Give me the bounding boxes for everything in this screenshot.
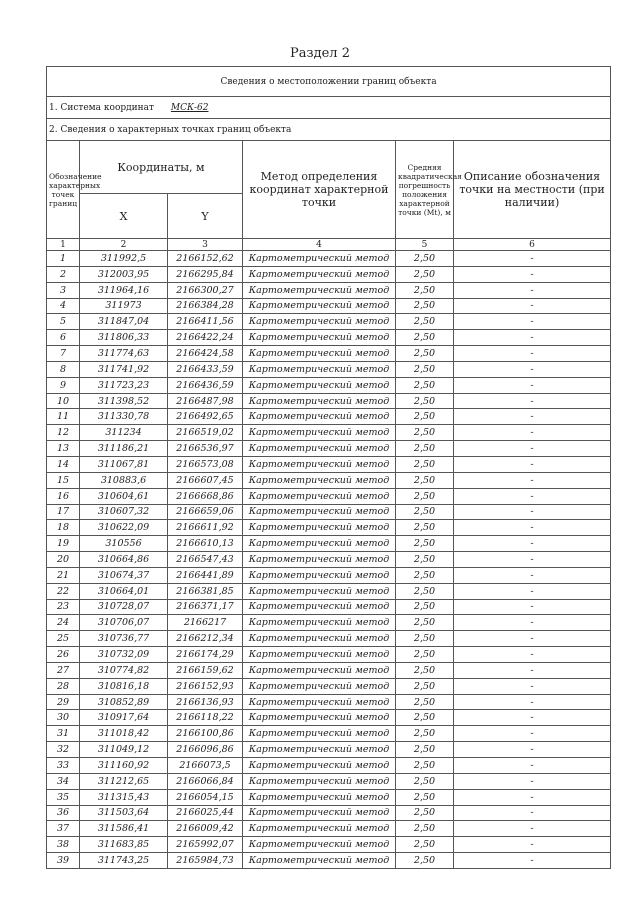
x-cell: 310674,37	[80, 567, 168, 583]
y-cell: 2166659,06	[168, 504, 243, 520]
error-cell: 2,50	[396, 330, 454, 346]
y-cell: 2166519,02	[168, 425, 243, 441]
x-cell: 310883,6	[80, 472, 168, 488]
x-cell: 311212,65	[80, 773, 168, 789]
y-cell: 2166073,5	[168, 758, 243, 774]
x-cell: 311503,64	[80, 805, 168, 821]
error-cell: 2,50	[396, 536, 454, 552]
error-cell: 2,50	[396, 758, 454, 774]
table-row	[47, 425, 611, 441]
point-number-cell: 4	[47, 298, 80, 314]
section-title: Раздел 2	[290, 46, 350, 61]
table-row	[47, 805, 611, 821]
table-row	[47, 251, 611, 267]
description-cell: -	[454, 346, 611, 362]
x-cell: 311160,92	[80, 758, 168, 774]
method-cell: Картометрический метод	[243, 583, 396, 599]
point-number-cell: 11	[47, 409, 80, 425]
col-method-header: Метод определения координат характерной точки	[243, 141, 396, 239]
x-cell: 310604,61	[80, 488, 168, 504]
table-row	[47, 346, 611, 362]
error-cell: 2,50	[396, 504, 454, 520]
table-row	[47, 773, 611, 789]
method-cell: Картометрический метод	[243, 552, 396, 568]
method-cell: Картометрический метод	[243, 789, 396, 805]
y-cell: 2166441,89	[168, 567, 243, 583]
description-cell: -	[454, 393, 611, 409]
y-cell: 2166411,56	[168, 314, 243, 330]
description-cell: -	[454, 425, 611, 441]
method-cell: Картометрический метод	[243, 536, 396, 552]
col-error-header: Средняя квадратическая погрешность положения характерной точки (Mt), м	[396, 141, 454, 239]
error-cell: 2,50	[396, 552, 454, 568]
table-row	[47, 314, 611, 330]
x-cell: 311018,42	[80, 726, 168, 742]
point-number-cell: 37	[47, 821, 80, 837]
table-row	[47, 472, 611, 488]
point-number-cell: 35	[47, 789, 80, 805]
description-cell: -	[454, 710, 611, 726]
table-row	[47, 726, 611, 742]
header-title: Сведения о местоположении границ объекта	[47, 67, 611, 97]
point-number-cell: 32	[47, 742, 80, 758]
point-number-cell: 2	[47, 266, 80, 282]
error-cell: 2,50	[396, 710, 454, 726]
x-cell: 310664,86	[80, 552, 168, 568]
method-cell: Картометрический метод	[243, 251, 396, 267]
point-number-cell: 34	[47, 773, 80, 789]
table-row	[47, 536, 611, 552]
x-cell: 311806,33	[80, 330, 168, 346]
table-row	[47, 662, 611, 678]
table-row	[47, 393, 611, 409]
x-cell: 311743,25	[80, 853, 168, 869]
x-cell: 310664,01	[80, 583, 168, 599]
y-cell: 2166295,84	[168, 266, 243, 282]
method-cell: Картометрический метод	[243, 742, 396, 758]
error-cell: 2,50	[396, 773, 454, 789]
description-cell: -	[454, 377, 611, 393]
boundary-points-table	[46, 66, 611, 869]
method-cell: Картометрический метод	[243, 456, 396, 472]
y-cell: 2166492,65	[168, 409, 243, 425]
x-cell: 311398,52	[80, 393, 168, 409]
description-cell: -	[454, 330, 611, 346]
error-cell: 2,50	[396, 837, 454, 853]
description-cell: -	[454, 441, 611, 457]
point-number-cell: 25	[47, 631, 80, 647]
point-number-cell: 21	[47, 567, 80, 583]
point-number-cell: 7	[47, 346, 80, 362]
x-cell: 310917,64	[80, 710, 168, 726]
error-cell: 2,50	[396, 599, 454, 615]
table-row	[47, 282, 611, 298]
column-number: 5	[396, 239, 454, 251]
y-cell: 2166118,22	[168, 710, 243, 726]
point-number-cell: 22	[47, 583, 80, 599]
x-cell: 311741,92	[80, 361, 168, 377]
x-cell: 311774,63	[80, 346, 168, 362]
method-cell: Картометрический метод	[243, 361, 396, 377]
coordinate-system-value: МСК-62	[170, 102, 209, 113]
description-cell: -	[454, 837, 611, 853]
method-cell: Картометрический метод	[243, 631, 396, 647]
description-cell: -	[454, 536, 611, 552]
error-cell: 2,50	[396, 314, 454, 330]
table-row	[47, 631, 611, 647]
point-number-cell: 5	[47, 314, 80, 330]
description-cell: -	[454, 805, 611, 821]
method-cell: Картометрический метод	[243, 298, 396, 314]
table-row	[47, 599, 611, 615]
point-number-cell: 1	[47, 251, 80, 267]
y-cell: 2166066,84	[168, 773, 243, 789]
method-cell: Картометрический метод	[243, 678, 396, 694]
y-cell: 2166536,97	[168, 441, 243, 457]
description-cell: -	[454, 567, 611, 583]
method-cell: Картометрический метод	[243, 520, 396, 536]
description-cell: -	[454, 647, 611, 663]
error-cell: 2,50	[396, 583, 454, 599]
y-cell: 2166300,27	[168, 282, 243, 298]
point-number-cell: 15	[47, 472, 80, 488]
point-number-cell: 10	[47, 393, 80, 409]
description-cell: -	[454, 678, 611, 694]
y-cell: 2166424,58	[168, 346, 243, 362]
table-row	[47, 567, 611, 583]
y-cell: 2166573,08	[168, 456, 243, 472]
table-row	[47, 330, 611, 346]
description-cell: -	[454, 504, 611, 520]
method-cell: Картометрический метод	[243, 393, 396, 409]
y-cell: 2166096,86	[168, 742, 243, 758]
method-cell: Картометрический метод	[243, 472, 396, 488]
method-cell: Картометрический метод	[243, 409, 396, 425]
point-number-cell: 8	[47, 361, 80, 377]
method-cell: Картометрический метод	[243, 773, 396, 789]
method-cell: Картометрический метод	[243, 314, 396, 330]
description-cell: -	[454, 552, 611, 568]
table-row	[47, 758, 611, 774]
error-cell: 2,50	[396, 488, 454, 504]
error-cell: 2,50	[396, 694, 454, 710]
table-row	[47, 488, 611, 504]
error-cell: 2,50	[396, 298, 454, 314]
x-cell: 310852,89	[80, 694, 168, 710]
method-cell: Картометрический метод	[243, 441, 396, 457]
error-cell: 2,50	[396, 631, 454, 647]
error-cell: 2,50	[396, 805, 454, 821]
table-row	[47, 710, 611, 726]
method-cell: Картометрический метод	[243, 662, 396, 678]
method-cell: Картометрический метод	[243, 567, 396, 583]
column-number: 2	[80, 239, 168, 251]
x-cell: 310556	[80, 536, 168, 552]
y-cell: 2166371,17	[168, 599, 243, 615]
y-cell: 2166547,43	[168, 552, 243, 568]
error-cell: 2,50	[396, 377, 454, 393]
method-cell: Картометрический метод	[243, 758, 396, 774]
description-cell: -	[454, 298, 611, 314]
method-cell: Картометрический метод	[243, 599, 396, 615]
x-cell: 311186,21	[80, 441, 168, 457]
point-number-cell: 31	[47, 726, 80, 742]
method-cell: Картометрический метод	[243, 346, 396, 362]
table-row	[47, 853, 611, 869]
error-cell: 2,50	[396, 456, 454, 472]
table-row	[47, 266, 611, 282]
error-cell: 2,50	[396, 425, 454, 441]
error-cell: 2,50	[396, 742, 454, 758]
y-cell: 2166436,59	[168, 377, 243, 393]
point-number-cell: 23	[47, 599, 80, 615]
error-cell: 2,50	[396, 821, 454, 837]
y-cell: 2165992,07	[168, 837, 243, 853]
table-row	[47, 298, 611, 314]
error-cell: 2,50	[396, 853, 454, 869]
point-number-cell: 6	[47, 330, 80, 346]
error-cell: 2,50	[396, 361, 454, 377]
y-cell: 2166610,13	[168, 536, 243, 552]
table-row	[47, 694, 611, 710]
col-designation-header: Обозначение характерных точек границ	[47, 141, 80, 239]
description-cell: -	[454, 251, 611, 267]
method-cell: Картометрический метод	[243, 726, 396, 742]
point-number-cell: 28	[47, 678, 80, 694]
table-row	[47, 615, 611, 631]
y-cell: 2166054,15	[168, 789, 243, 805]
error-cell: 2,50	[396, 251, 454, 267]
description-cell: -	[454, 694, 611, 710]
column-number: 6	[454, 239, 611, 251]
method-cell: Картометрический метод	[243, 821, 396, 837]
table-row	[47, 377, 611, 393]
x-cell: 311586,41	[80, 821, 168, 837]
y-cell: 2166025,44	[168, 805, 243, 821]
method-cell: Картометрический метод	[243, 377, 396, 393]
table-row	[47, 552, 611, 568]
x-cell: 310736,77	[80, 631, 168, 647]
col-x-header: X	[80, 194, 168, 239]
error-cell: 2,50	[396, 472, 454, 488]
point-number-cell: 3	[47, 282, 80, 298]
error-cell: 2,50	[396, 662, 454, 678]
point-number-cell: 26	[47, 647, 80, 663]
x-cell: 311992,5	[80, 251, 168, 267]
table-row	[47, 678, 611, 694]
point-number-cell: 39	[47, 853, 80, 869]
method-cell: Картометрический метод	[243, 710, 396, 726]
table-row	[47, 456, 611, 472]
method-cell: Картометрический метод	[243, 837, 396, 853]
method-cell: Картометрический метод	[243, 805, 396, 821]
y-cell: 2166174,29	[168, 647, 243, 663]
column-number: 1	[47, 239, 80, 251]
col-description-header: Описание обозначения точки на местности (при наличии)	[454, 141, 611, 239]
y-cell: 2166381,85	[168, 583, 243, 599]
table-row	[47, 821, 611, 837]
point-number-cell: 29	[47, 694, 80, 710]
point-number-cell: 19	[47, 536, 80, 552]
error-cell: 2,50	[396, 567, 454, 583]
x-cell: 311315,43	[80, 789, 168, 805]
table-header	[47, 67, 611, 251]
method-cell: Картометрический метод	[243, 694, 396, 710]
method-cell: Картометрический метод	[243, 504, 396, 520]
point-number-cell: 30	[47, 710, 80, 726]
x-cell: 311049,12	[80, 742, 168, 758]
method-cell: Картометрический метод	[243, 425, 396, 441]
y-cell: 2166487,98	[168, 393, 243, 409]
description-cell: -	[454, 488, 611, 504]
description-cell: -	[454, 599, 611, 615]
error-cell: 2,50	[396, 441, 454, 457]
description-cell: -	[454, 456, 611, 472]
x-cell: 310732,09	[80, 647, 168, 663]
y-cell: 2166607,45	[168, 472, 243, 488]
col-coords-header: Координаты, м	[80, 141, 243, 194]
y-cell: 2166159,62	[168, 662, 243, 678]
error-cell: 2,50	[396, 726, 454, 742]
point-number-cell: 9	[47, 377, 80, 393]
y-cell: 2166217	[168, 615, 243, 631]
description-cell: -	[454, 726, 611, 742]
x-cell: 310622,09	[80, 520, 168, 536]
description-cell: -	[454, 266, 611, 282]
point-number-cell: 18	[47, 520, 80, 536]
x-cell: 312003,95	[80, 266, 168, 282]
error-cell: 2,50	[396, 282, 454, 298]
y-cell: 2165984,73	[168, 853, 243, 869]
table-row	[47, 441, 611, 457]
description-cell: -	[454, 742, 611, 758]
point-number-cell: 36	[47, 805, 80, 821]
point-number-cell: 12	[47, 425, 80, 441]
point-number-cell: 16	[47, 488, 80, 504]
description-cell: -	[454, 314, 611, 330]
x-cell: 311847,04	[80, 314, 168, 330]
x-cell: 311964,16	[80, 282, 168, 298]
description-cell: -	[454, 282, 611, 298]
point-number-cell: 24	[47, 615, 80, 631]
table-row	[47, 742, 611, 758]
coordinate-system-label: 1. Система координат	[49, 102, 155, 113]
y-cell: 2166100,86	[168, 726, 243, 742]
error-cell: 2,50	[396, 615, 454, 631]
error-cell: 2,50	[396, 647, 454, 663]
error-cell: 2,50	[396, 266, 454, 282]
y-cell: 2166009,42	[168, 821, 243, 837]
coordinate-system-row	[47, 97, 611, 119]
point-number-cell: 33	[47, 758, 80, 774]
x-cell: 310706,07	[80, 615, 168, 631]
point-number-cell: 38	[47, 837, 80, 853]
table-row	[47, 520, 611, 536]
point-number-cell: 13	[47, 441, 80, 457]
table-row	[47, 647, 611, 663]
y-cell: 2166136,93	[168, 694, 243, 710]
description-cell: -	[454, 773, 611, 789]
x-cell: 310607,32	[80, 504, 168, 520]
col-y-header: Y	[168, 194, 243, 239]
error-cell: 2,50	[396, 520, 454, 536]
method-cell: Картометрический метод	[243, 330, 396, 346]
description-cell: -	[454, 409, 611, 425]
method-cell: Картометрический метод	[243, 853, 396, 869]
method-cell: Картометрический метод	[243, 282, 396, 298]
x-cell: 311723,23	[80, 377, 168, 393]
y-cell: 2166212,34	[168, 631, 243, 647]
x-cell: 311330,78	[80, 409, 168, 425]
error-cell: 2,50	[396, 409, 454, 425]
method-cell: Картометрический метод	[243, 488, 396, 504]
x-cell: 310816,18	[80, 678, 168, 694]
description-cell: -	[454, 821, 611, 837]
description-cell: -	[454, 789, 611, 805]
x-cell: 311683,85	[80, 837, 168, 853]
point-number-cell: 17	[47, 504, 80, 520]
description-cell: -	[454, 361, 611, 377]
y-cell: 2166611,92	[168, 520, 243, 536]
table-row	[47, 504, 611, 520]
table-body	[47, 251, 611, 869]
method-cell: Картометрический метод	[243, 615, 396, 631]
error-cell: 2,50	[396, 346, 454, 362]
y-cell: 2166668,86	[168, 488, 243, 504]
points-section-label: 2. Сведения о характерных точках границ объекта	[47, 119, 611, 141]
method-cell: Картометрический метод	[243, 647, 396, 663]
table-row	[47, 837, 611, 853]
x-cell: 310774,82	[80, 662, 168, 678]
method-cell: Картометрический метод	[243, 266, 396, 282]
description-cell: -	[454, 758, 611, 774]
x-cell: 311234	[80, 425, 168, 441]
point-number-cell: 27	[47, 662, 80, 678]
description-cell: -	[454, 662, 611, 678]
y-cell: 2166152,93	[168, 678, 243, 694]
column-number: 4	[243, 239, 396, 251]
y-cell: 2166152,62	[168, 251, 243, 267]
table-row	[47, 409, 611, 425]
point-number-cell: 14	[47, 456, 80, 472]
description-cell: -	[454, 853, 611, 869]
x-cell: 311067,81	[80, 456, 168, 472]
description-cell: -	[454, 520, 611, 536]
y-cell: 2166422,24	[168, 330, 243, 346]
table-row	[47, 361, 611, 377]
error-cell: 2,50	[396, 789, 454, 805]
point-number-cell: 20	[47, 552, 80, 568]
description-cell: -	[454, 472, 611, 488]
table-row	[47, 583, 611, 599]
error-cell: 2,50	[396, 678, 454, 694]
y-cell: 2166384,28	[168, 298, 243, 314]
column-number: 3	[168, 239, 243, 251]
table-row	[47, 789, 611, 805]
error-cell: 2,50	[396, 393, 454, 409]
x-cell: 310728,07	[80, 599, 168, 615]
description-cell: -	[454, 615, 611, 631]
y-cell: 2166433,59	[168, 361, 243, 377]
x-cell: 311973	[80, 298, 168, 314]
description-cell: -	[454, 583, 611, 599]
description-cell: -	[454, 631, 611, 647]
